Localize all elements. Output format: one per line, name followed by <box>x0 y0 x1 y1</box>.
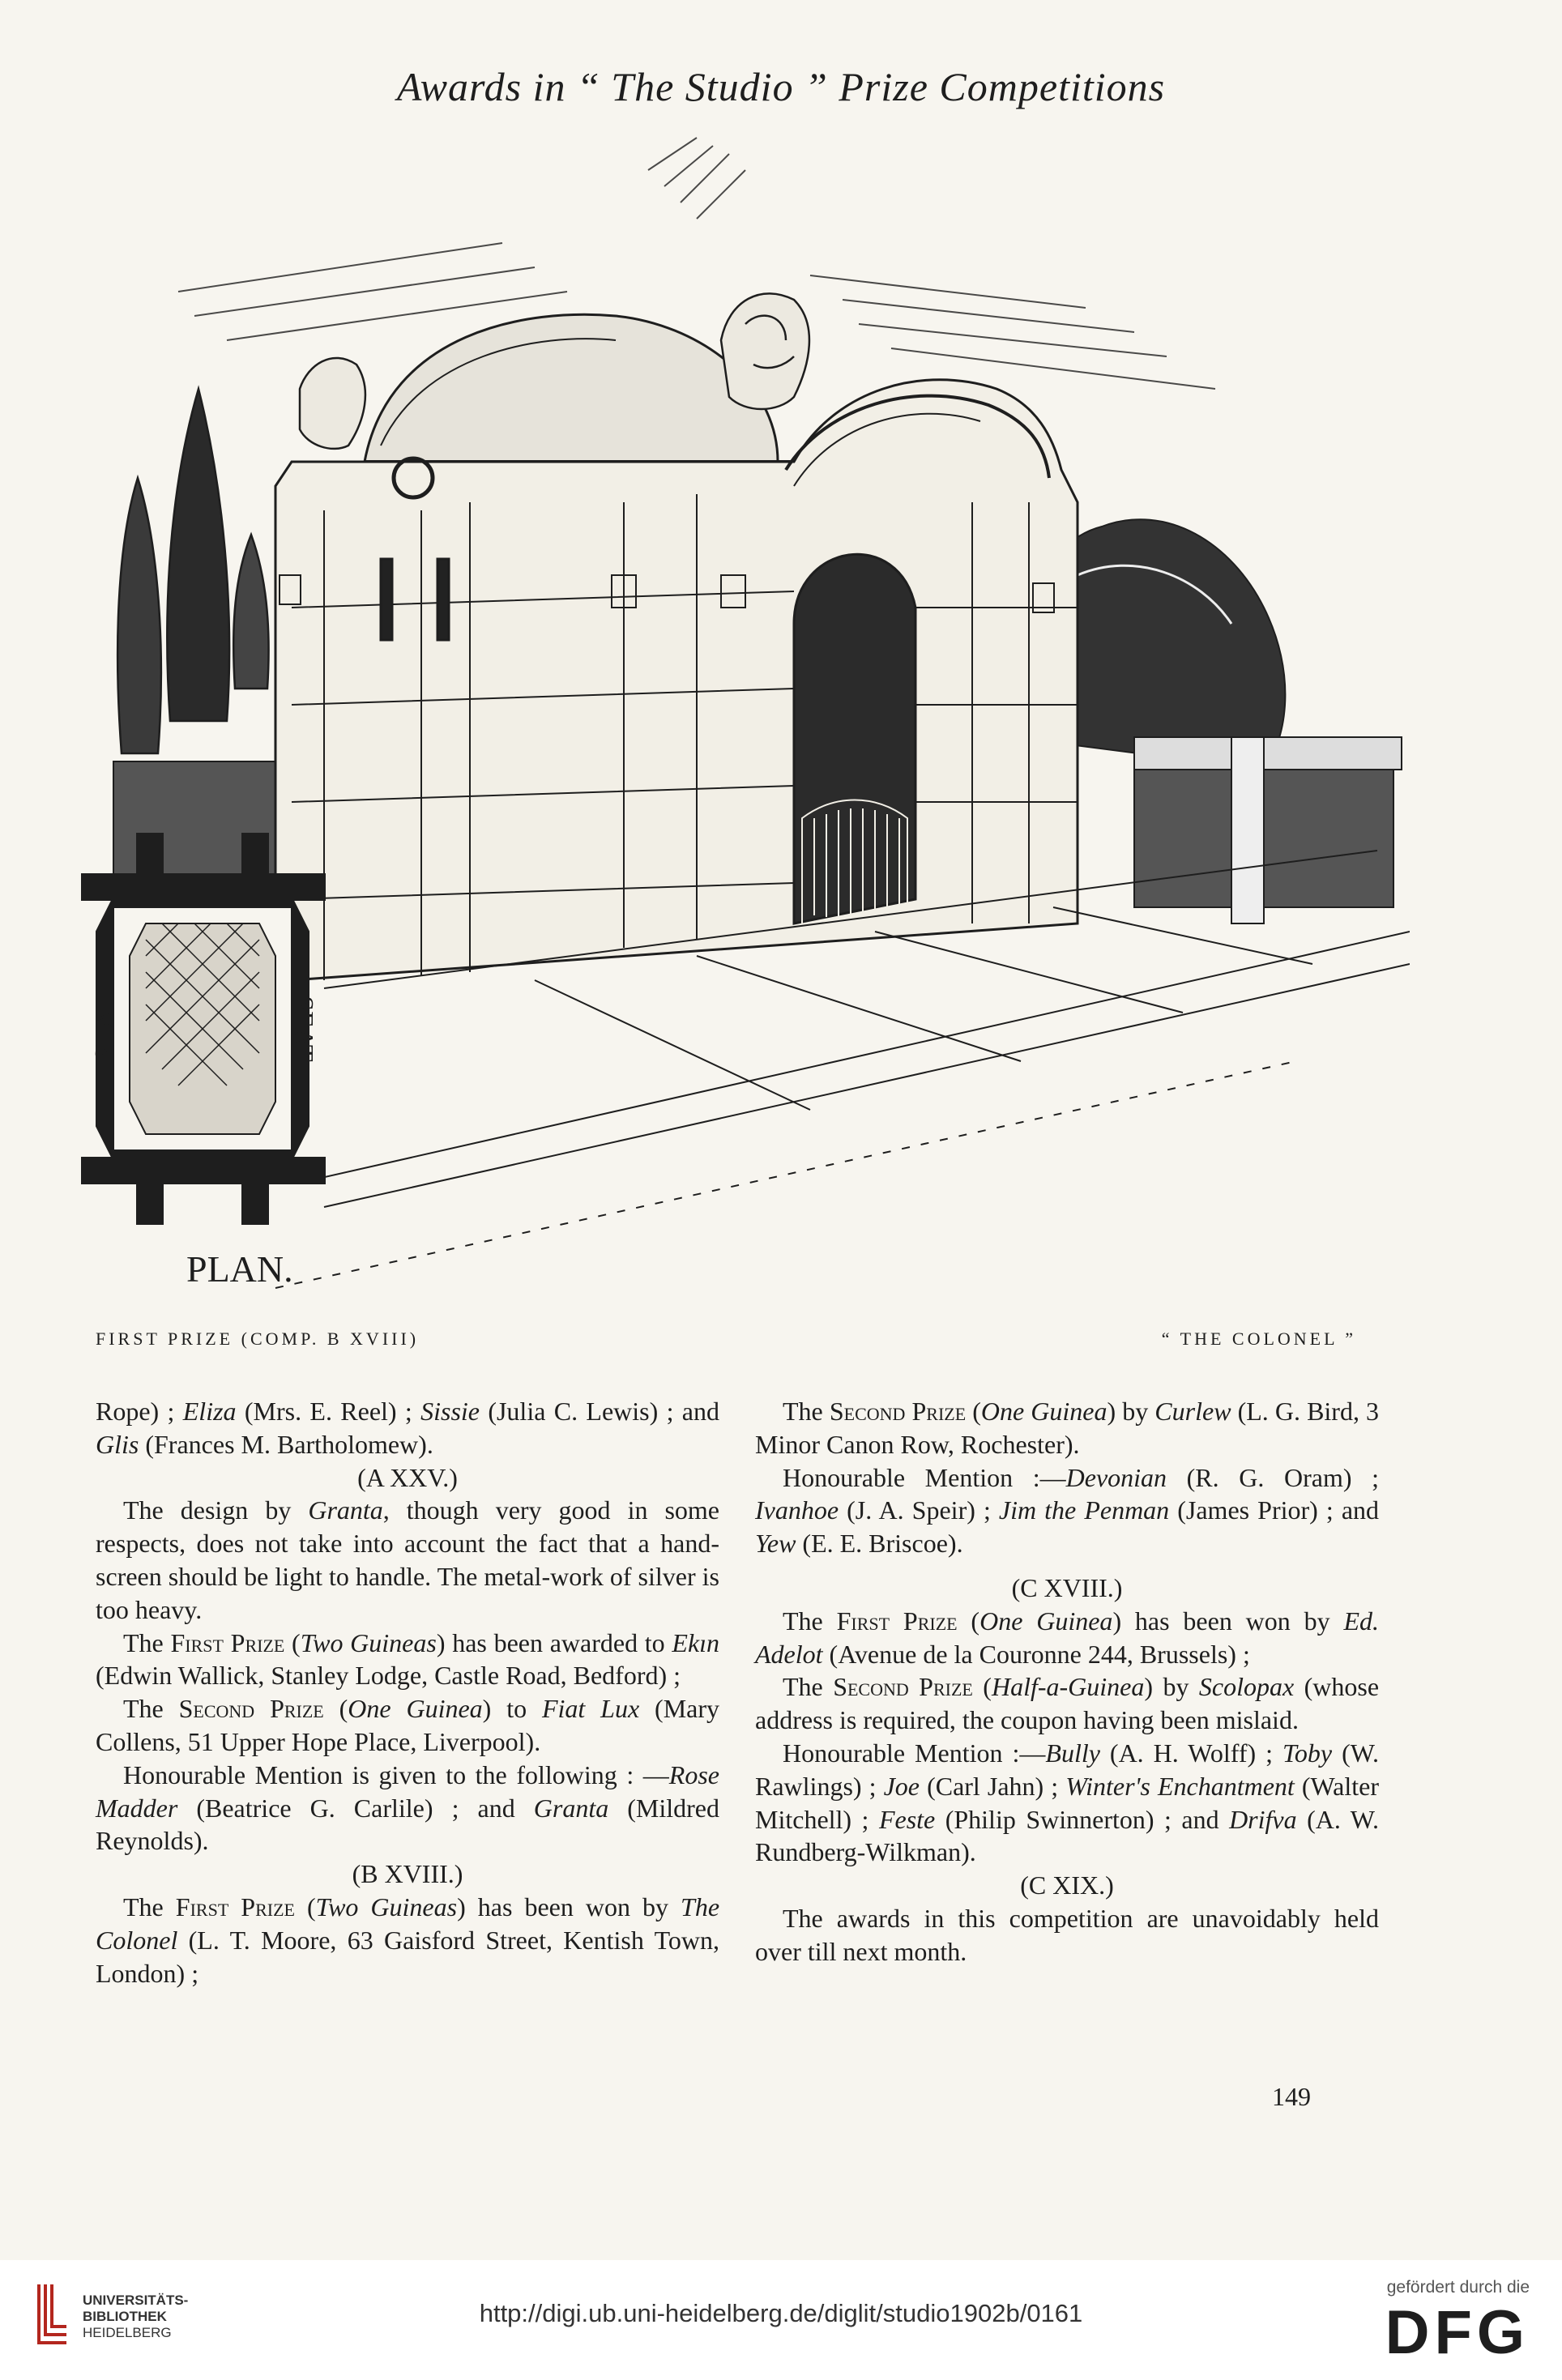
left-para-4: The Second Prize (One Guinea) to Fiat Lux (Mary Collens, 51 Upper Hope Place, Liverpool). <box>96 1694 720 1756</box>
cypress-trees <box>117 389 268 753</box>
heading-a-xxv: (A XXV.) <box>357 1462 458 1492</box>
caption-left: FIRST PRIZE (COMP. B XVIII) <box>96 1329 420 1349</box>
heading-c-xviii: (C XVIII.) <box>1011 1572 1123 1602</box>
viewer-footer <box>0 2260 1562 2380</box>
heading-c-xix: (C XIX.) <box>1020 1870 1114 1900</box>
right-column <box>755 1395 1379 1968</box>
right-para-3: The First Prize (One Guinea) has been won by Ed. Adelot (Avenue de la Couronne 244, Brussels) ; <box>755 1606 1380 1669</box>
left-para-3: The First Prize (Two Guineas) has been awarded to Ekın (Edwin Wallick, Stanley Lodge, Castle Road, Bedford) ; <box>96 1627 720 1691</box>
right-para-6: The awards in this competition are unavoidably held over till next month. <box>755 1903 1379 1966</box>
document-url-link[interactable]: http://digi.ub.uni-heidelberg.de/diglit/studio1902b/0161 <box>479 2299 1083 2327</box>
left-para-5: Honourable Mention is given to the following : —Rose Madder (Beatrice G. Carlile) ; and Granta (Mildred Reynolds). <box>96 1759 720 1856</box>
page-header: Awards in “ The Studio ” Prize Competitions <box>396 64 1166 109</box>
page-number: 149 <box>1272 2082 1311 2111</box>
dfg-logo: DFG <box>1385 2298 1530 2367</box>
plan-seat-left: SEAT <box>90 996 120 1062</box>
right-para-1: The Second Prize (One Guinea) by Curlew (L. G. Bird, 3 Minor Canon Row, Rochester). <box>755 1397 1380 1459</box>
library-name: UNIVERSITÄTS- BIBLIOTHEK HEIDELBERG <box>83 2293 189 2340</box>
plan-label: PLAN. <box>186 1248 293 1290</box>
caption-right: “ THE COLONEL ” <box>1161 1329 1356 1349</box>
left-column <box>96 1395 719 1990</box>
right-para-5: Honourable Mention :—Bully (A. H. Wolff) ; Toby (W. Rawlings) ; Joe (Carl Jahn) ; Winter's Enchantment (Walter Mitchell) ; Feste (Philip Swinnerton) ; and Drifva (A. W. Rundberg-Wilkman). <box>755 1738 1380 1867</box>
gateway-illustration <box>81 122 1410 1304</box>
left-para-1: Rope) ; Eliza (Mrs. E. Reel) ; Sissie (Julia C. Lewis) ; and Glis (Frances M. Bartholomew). <box>96 1397 720 1459</box>
right-para-4: The Second Prize (Half-a-Guinea) by Scolopax (whose address is required, the coupon having been mislaid. <box>755 1672 1380 1735</box>
funding-note: gefördert durch die <box>1386 2278 1530 2297</box>
left-para-6: The First Prize (Two Guineas) has been won by The Colonel (L. T. Moore, 63 Gaisford Street, Kentish Town, London) ; <box>96 1892 720 1988</box>
plan-seat-right: SEAT <box>288 996 318 1062</box>
heading-b-xviii: (B XVIII.) <box>352 1859 463 1889</box>
right-para-2: Honourable Mention :—Devonian (R. G. Oram) ; Ivanhoe (J. A. Speir) ; Jim the Penman (James Prior) ; and Yew (E. E. Briscoe). <box>755 1462 1380 1559</box>
left-para-2: The design by Granta, though very good in some respects, does not take into account the fact that a hand-screen should be light to handle. The metal-work of silver is too heavy. <box>96 1495 720 1624</box>
archway <box>794 554 915 923</box>
